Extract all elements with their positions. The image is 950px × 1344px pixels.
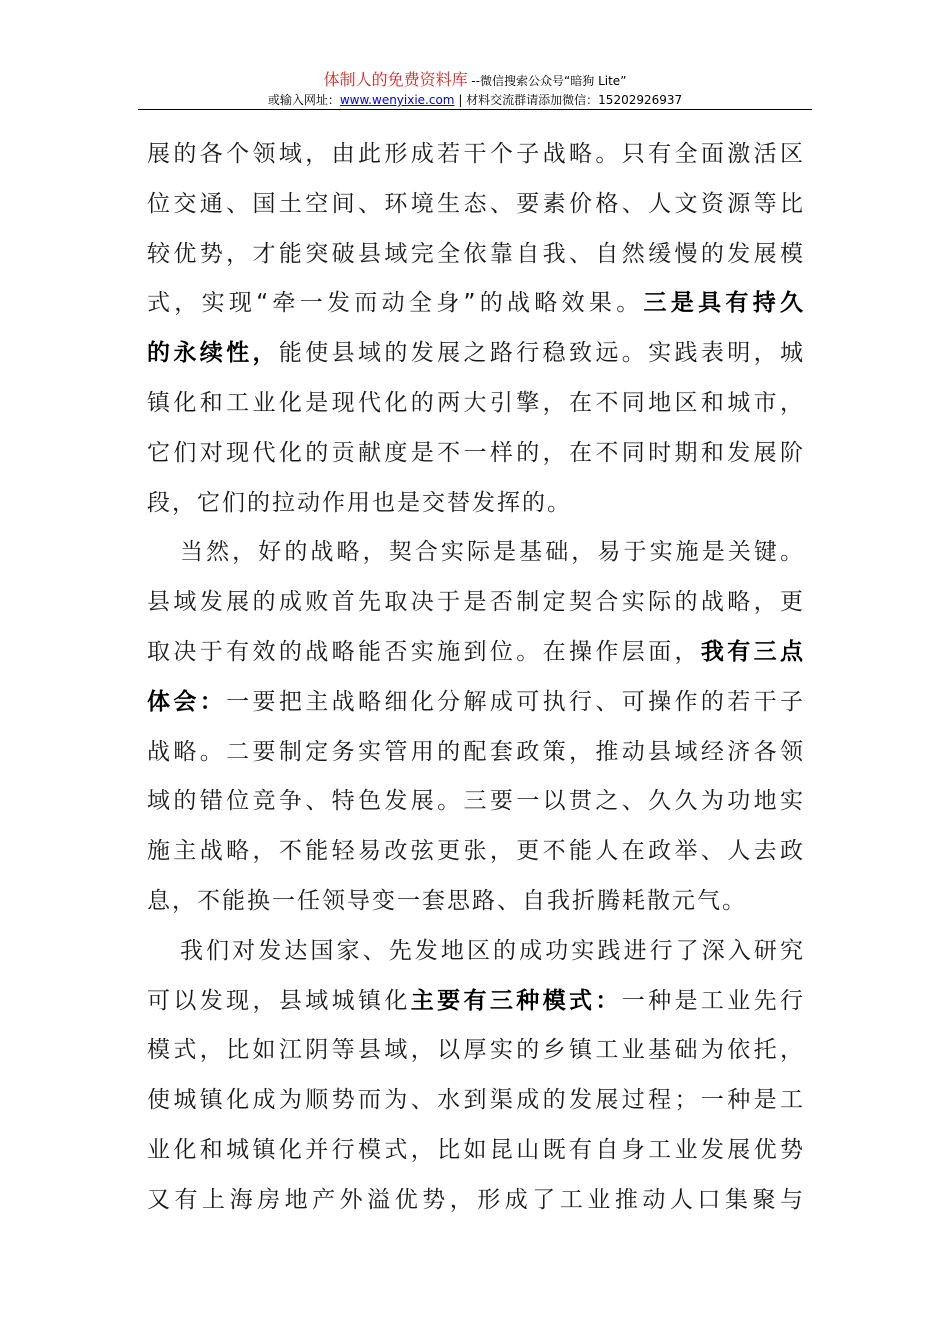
text-run: 展的各个领域，由此形成若干个子战略。只有全面激活区 [147,141,805,167]
text-run: 业化和城镇化并行模式，比如昆山既有自身工业发展优势 [147,1136,805,1163]
text-run: 战略。二要制定务实管用的配套政策，推动县域经济各领 [147,738,805,765]
text-run: 县域发展的成败首先取决于是否制定契合实际的战略，更 [147,589,805,616]
text-line [147,230,805,280]
text-line [147,479,805,529]
text-line [147,528,805,578]
text-run: 能使县域的发展之路行稳致远。实践表明，城 [278,340,805,367]
text-line [147,1076,805,1126]
text-line [147,678,805,728]
text-run: 当然，好的战略，契合实际是基础，易于实施是关键。 [180,539,805,566]
text-run: 位交通、国土空间、环境生态、要素价格、人文资源等比 [147,190,805,217]
text-line [147,628,805,678]
text-run: 取决于有效的战略能否实施到位。在操作层面， [147,638,701,665]
text-line [147,578,805,628]
url-prefix: 或输入网址： [267,93,340,107]
text-run: 模式，比如江阴等县域，以厚实的乡镇工业基础为依托， [147,1037,805,1064]
text-line [147,180,805,230]
website-link[interactable]: www.wenyixie.com [339,93,455,107]
text-line [147,1126,805,1176]
text-line [147,130,805,180]
page-header [138,70,812,109]
text-run: 一种是工业先行 [621,987,805,1014]
text-run: 域的错位竞争、特色发展。三要一以贯之、久久为功地实 [147,788,805,815]
text-line [147,728,805,778]
text-run: 使城镇化成为顺势而为、水到渠成的发展过程；一种是工 [147,1087,805,1114]
header-title-line [138,70,812,91]
text-run: 我们对发达国家、先发地区的成功实践进行了深入研究 [180,937,805,964]
text-line [147,877,805,927]
header-divider [138,109,812,110]
header-subtitle: --微信搜索公众号“暗狗 Lite” [467,74,627,88]
document-body [147,130,805,1226]
header-contact-line [138,91,812,109]
bold-text: 三是具有持久 [643,290,805,317]
text-run: 较优势，才能突破县域完全依靠自我、自然缓慢的发展模 [147,240,805,267]
text-run: 施主战略，不能轻易改弦更张，更不能人在政举、人去政 [147,838,805,865]
bold-text: 体会： [147,688,227,715]
text-run: 一要把主战略细化分解成可执行、可操作的若干子 [226,688,805,715]
bold-text: 主要有三种模式： [410,987,622,1014]
text-run: 息，不能换一任领导变一套思路、自我折腾耗散元气。 [147,887,747,914]
text-line [147,977,805,1027]
text-line [147,1176,805,1226]
text-run: 段，它们的拉动作用也是交替发挥的。 [147,489,572,516]
contact-info: | 材料交流群请添加微信：15202926937 [454,93,683,107]
text-run: 式，实现“牵一发而动全身”的战略效果。 [147,290,644,317]
text-line [147,429,805,479]
brand-title: 体制人的免费资料库 [323,70,468,89]
text-run: 可以发现，县域城镇化 [147,987,411,1014]
text-line [147,927,805,977]
text-line [147,1026,805,1076]
text-run: 它们对现代化的贡献度是不一样的，在不同时期和发展阶 [147,439,805,466]
bold-text: 的永续性， [147,340,279,367]
text-line [147,379,805,429]
text-line [147,329,805,379]
text-line [147,777,805,827]
text-run: 镇化和工业化是现代化的两大引擎，在不同地区和城市， [147,389,805,416]
text-line [147,827,805,877]
bold-text: 我有三点 [700,638,805,665]
text-line [147,279,805,329]
text-run: 又有上海房地产外溢优势，形成了工业推动人口集聚与 [147,1186,805,1213]
